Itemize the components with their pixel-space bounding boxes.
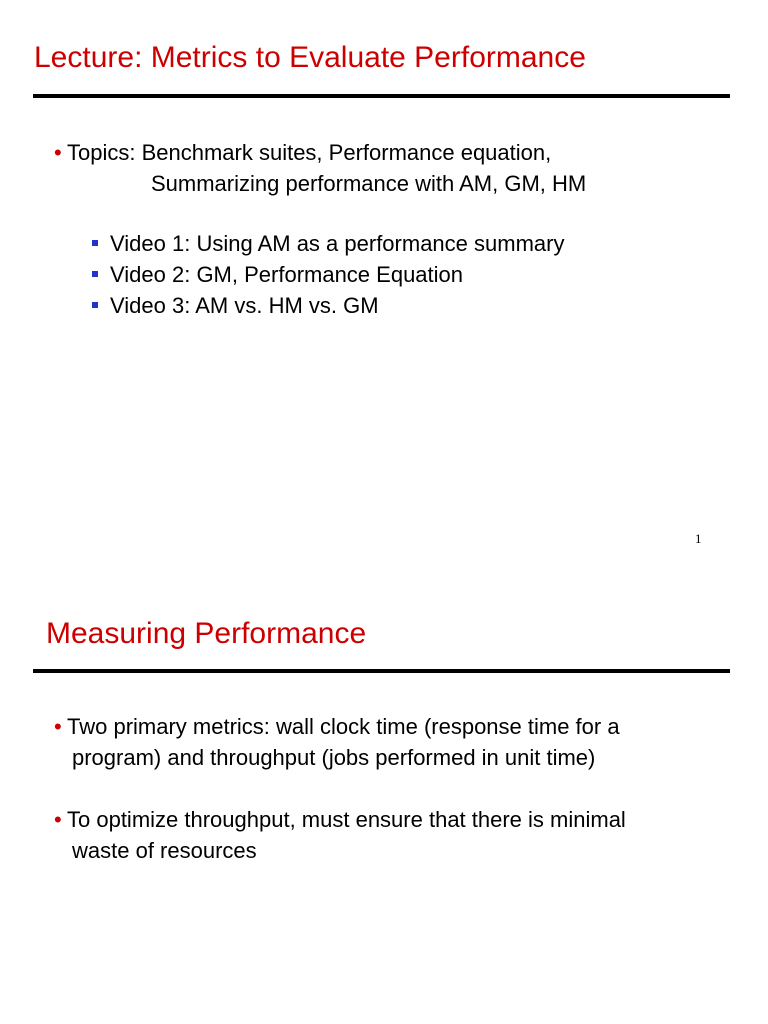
title-divider [33, 94, 730, 98]
square-bullet-icon [92, 302, 98, 308]
bullet-throughput-continuation: waste of resources [72, 838, 257, 863]
bullet-metrics-continuation: program) and throughput (jobs performed in unit time) [72, 745, 596, 770]
sub-bullet-video-3: Video 3: AM vs. HM vs. GM [110, 293, 379, 318]
bullet-topics-continuation: Summarizing performance with AM, GM, HM [151, 171, 587, 196]
title-divider [33, 669, 730, 673]
bullet-throughput [54, 807, 626, 833]
bullet-marker: • [54, 714, 62, 739]
bullet-line: Two primary metrics: wall clock time (response time for a [67, 714, 620, 739]
sub-bullet-video-1: Video 1: Using AM as a performance summary [110, 231, 565, 256]
bullet-topics [54, 140, 551, 166]
bullet-line: Topics: Benchmark suites, Performance equation, [67, 140, 552, 165]
bullet-line: To optimize throughput, must ensure that there is minimal [67, 807, 626, 832]
slide-2-title: Measuring Performance [46, 617, 367, 650]
square-bullet-icon [92, 271, 98, 277]
sub-bullet-video-2: Video 2: GM, Performance Equation [110, 262, 464, 287]
bullet-marker: • [54, 807, 62, 832]
square-bullet-icon [92, 240, 98, 246]
slide-1-title: Lecture: Metrics to Evaluate Performance [34, 41, 586, 74]
bullet-metrics [54, 714, 620, 740]
page-number: 1 [695, 531, 702, 546]
bullet-marker: • [54, 140, 62, 165]
